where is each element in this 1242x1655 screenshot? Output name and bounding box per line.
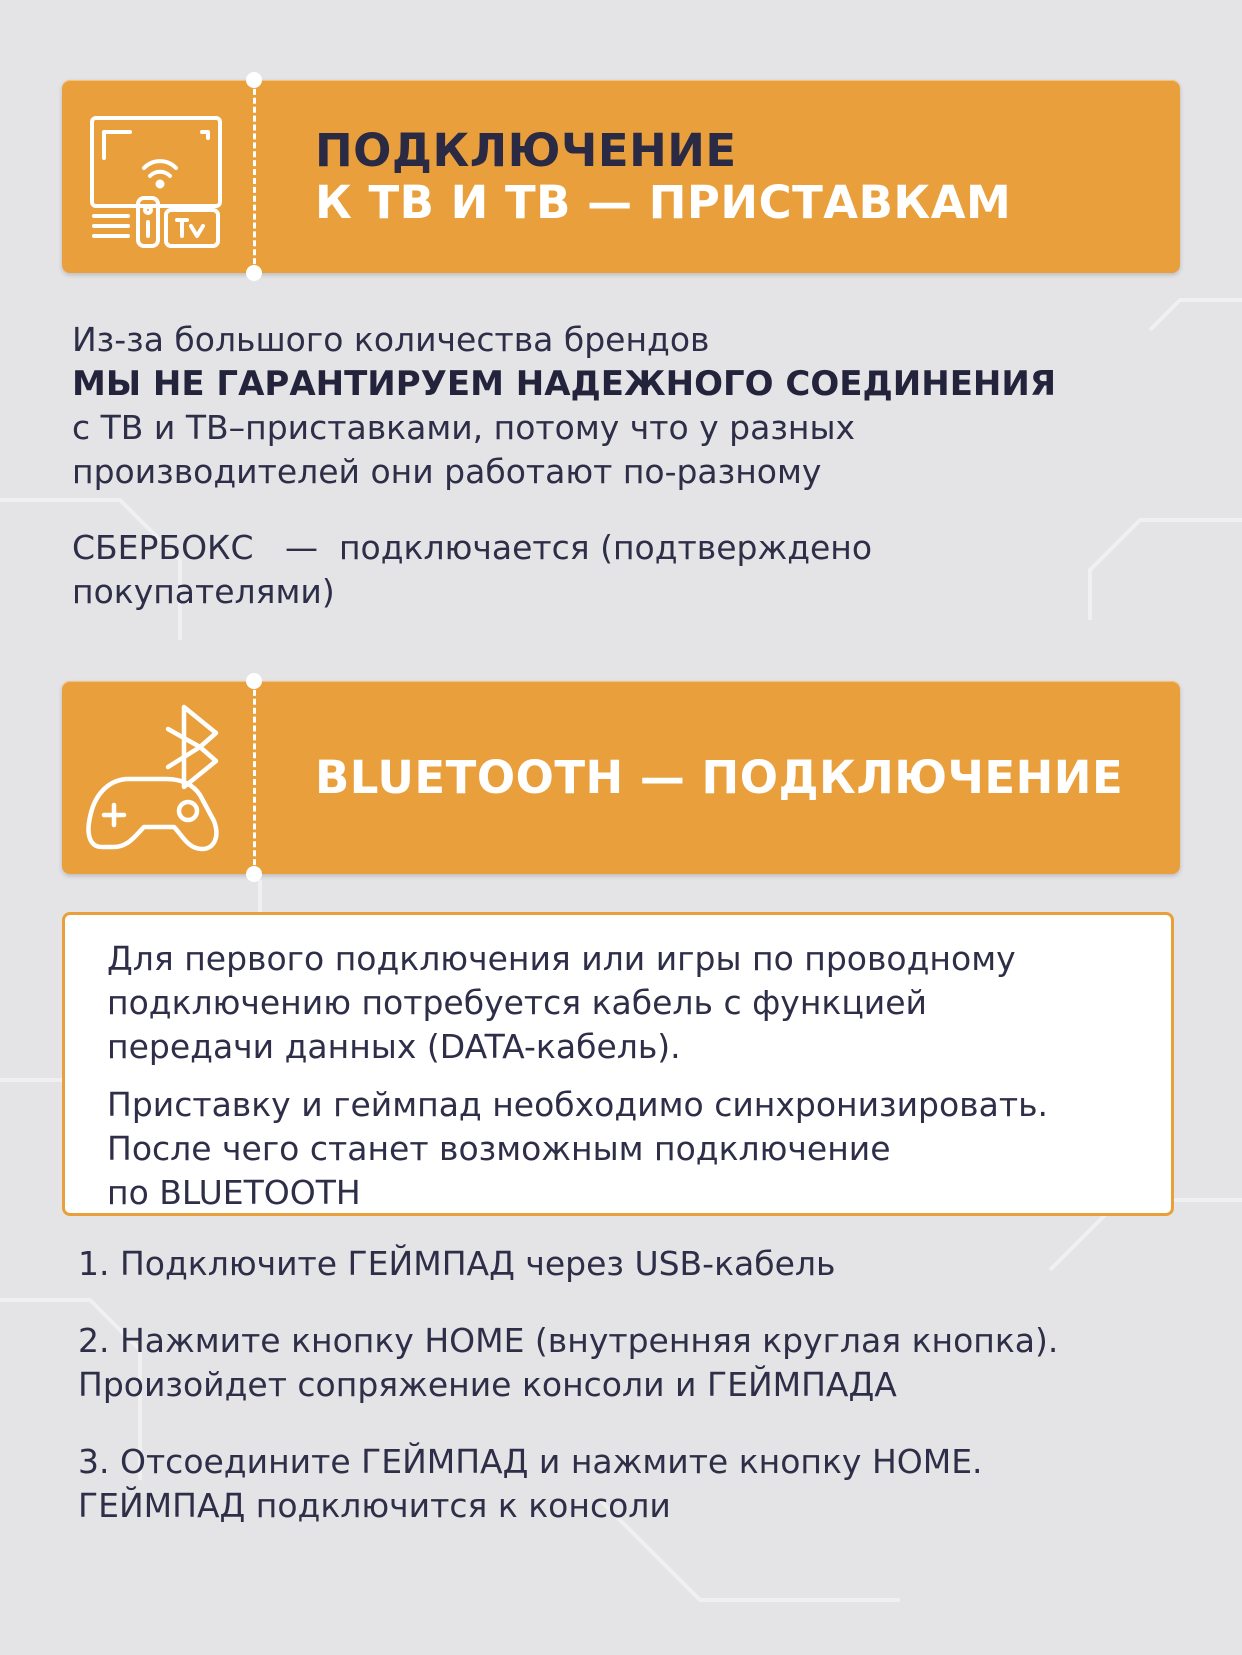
gamepad-bluetooth-icon <box>84 699 234 859</box>
step-text: 2. Нажмите кнопку HOME (внутренняя круглая кнопка). <box>78 1321 1059 1360</box>
step-text: 3. Отсоедините ГЕЙМПАД и нажмите кнопку HOME. <box>78 1442 983 1481</box>
text-line: После чего станет возможным подключение <box>107 1129 891 1168</box>
step-text: Произойдет сопряжение консоли и ГЕЙМПАДА <box>78 1365 897 1404</box>
list-item <box>78 1440 1218 1528</box>
brands-disclaimer <box>72 318 1202 494</box>
text-line: покупателями) <box>72 572 335 611</box>
list-item <box>78 1242 1218 1286</box>
tv-box-remote-icon <box>84 98 234 258</box>
step-text: 1. Подключите ГЕЙМПАД через USB-кабель <box>78 1244 836 1283</box>
banner-title-line: BLUETOOTH — ПОДКЛЮЧЕНИЕ <box>315 750 1124 804</box>
text-line: производителей они работают по-разному <box>72 452 822 491</box>
warning-text: МЫ НЕ ГАРАНТИРУЕМ НАДЕЖНОГО СОЕДИНЕНИЯ <box>72 364 1057 404</box>
text-line: подключению потребуется кабель с функцией <box>107 983 927 1022</box>
steps-list <box>78 1242 1218 1561</box>
tv-connection-banner <box>62 80 1180 273</box>
bluetooth-banner <box>62 681 1180 874</box>
text-line: передачи данных (DATA-кабель). <box>107 1027 681 1066</box>
text-line: Из-за большого количества брендов <box>72 320 710 359</box>
text-line: по BLUETOOTH <box>107 1173 361 1212</box>
sberbox-note <box>72 526 1202 614</box>
divider-dot <box>246 265 262 281</box>
text-line: Приставку и геймпад необходимо синхронизировать. <box>107 1085 1049 1124</box>
card-paragraph <box>107 937 1177 1069</box>
divider-dot <box>246 72 262 88</box>
text-line: СБЕРБОКС — подключается (подтверждено <box>72 528 873 567</box>
step-text: ГЕЙМПАД подключится к консоли <box>78 1486 671 1525</box>
divider-dot <box>246 866 262 882</box>
banner-title <box>315 80 1011 273</box>
text-line: Для первого подключения или игры по проводному <box>107 939 1016 978</box>
banner-title <box>315 681 1123 874</box>
list-item <box>78 1319 1218 1407</box>
text-line: с ТВ и ТВ–приставками, потому что у разных <box>72 408 856 447</box>
banner-divider <box>253 681 256 874</box>
banner-title-line: К ТВ И ТВ — ПРИСТАВКАМ <box>315 175 1012 229</box>
card-paragraph <box>107 1083 1177 1215</box>
banner-title-line: ПОДКЛЮЧЕНИЕ <box>315 123 737 177</box>
bluetooth-info-card <box>62 912 1174 1216</box>
divider-dot <box>246 673 262 689</box>
banner-divider <box>253 80 256 273</box>
